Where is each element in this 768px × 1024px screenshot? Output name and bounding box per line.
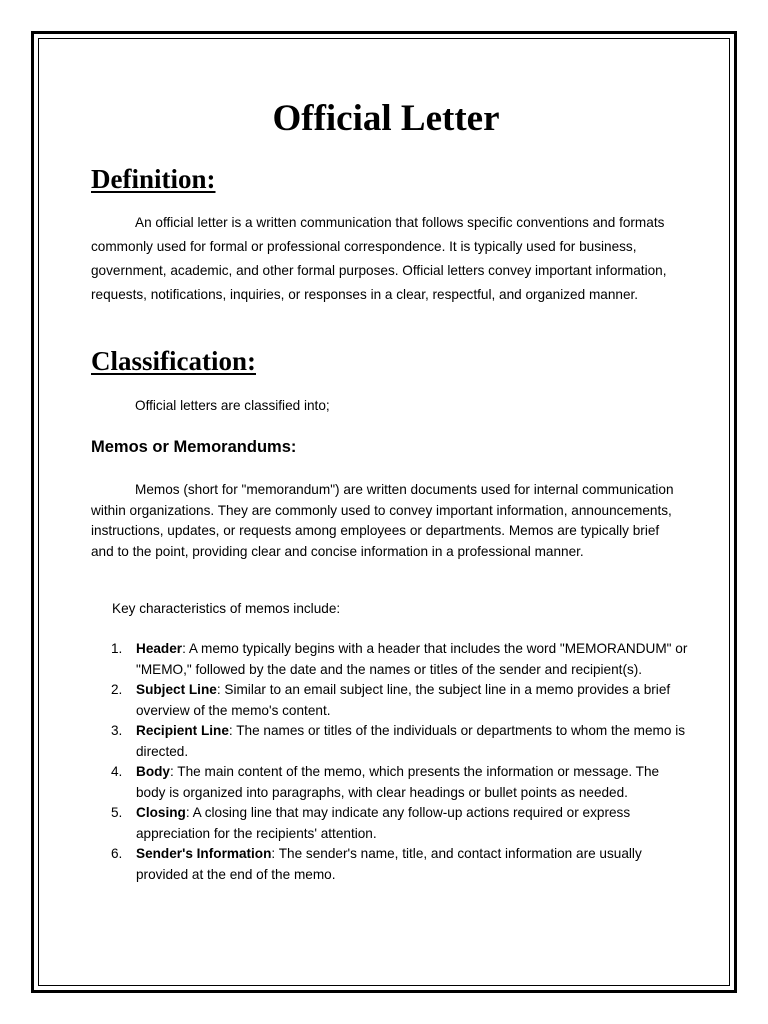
list-number: 5.: [111, 805, 123, 820]
list-item: [91, 844, 691, 885]
list-term: Closing: [136, 805, 186, 820]
list-number: 4.: [111, 764, 123, 779]
list-description: : A closing line that may indicate any follow-up actions required or express appreciation for the recipients' attention.: [136, 805, 631, 841]
list-number: 3.: [111, 723, 123, 738]
list-description: : Similar to an email subject line, the subject line in a memo provides a brief overview of the memo's content.: [136, 682, 671, 718]
definition-paragraph: An official letter is a written communication that follows specific conventions and formats commonly used for formal or professional correspondence. It is typically used for business, government, academic, and other formal purposes. Official letters convey important information, requests, notifications, inquiries, or responses in a clear, respectful, and organized manner.: [91, 215, 667, 302]
key-characteristics-intro: Key characteristics of memos include:: [112, 601, 341, 616]
definition-heading: Definition:: [91, 164, 216, 194]
classification-heading: Classification:: [91, 346, 256, 376]
list-term: Recipient Line: [136, 723, 229, 738]
list-number: 1.: [111, 641, 123, 656]
list-item: [91, 721, 691, 762]
list-number: 2.: [111, 682, 123, 697]
memos-paragraph: Memos (short for "memorandum") are written documents used for internal communication within organizations. They are commonly used to convey important information, announcements, instructions, updates, or requests among employees or departments. Memos are typically brief and to the point, providing clear and concise information in a professional manner.: [91, 482, 674, 559]
memos-heading: Memos or Memorandums:: [91, 438, 297, 456]
list-term: Body: [136, 764, 170, 779]
list-item: [91, 639, 691, 680]
list-description: : A memo typically begins with a header that includes the word "MEMORANDUM" or "MEMO," followed by the date and the names or titles of the sender and recipient(s).: [136, 641, 688, 677]
list-item: [91, 803, 691, 844]
list-description: : The sender's name, title, and contact information are usually provided at the end of the memo.: [136, 846, 642, 882]
list-term: Subject Line: [136, 682, 217, 697]
list-item: [91, 680, 691, 721]
characteristics-list: [91, 639, 691, 885]
classification-intro: Official letters are classified into;: [135, 398, 330, 413]
list-term: Sender's Information: [136, 846, 272, 861]
list-description: : The main content of the memo, which presents the information or message. The body is organized into paragraphs, with clear headings or bullet points as needed.: [136, 764, 660, 800]
list-term: Header: [136, 641, 183, 656]
list-number: 6.: [111, 846, 123, 861]
list-item: [91, 762, 691, 803]
page-title: Official Letter: [272, 98, 500, 139]
list-description: : The names or titles of the individuals or departments to whom the memo is directed.: [136, 723, 686, 759]
